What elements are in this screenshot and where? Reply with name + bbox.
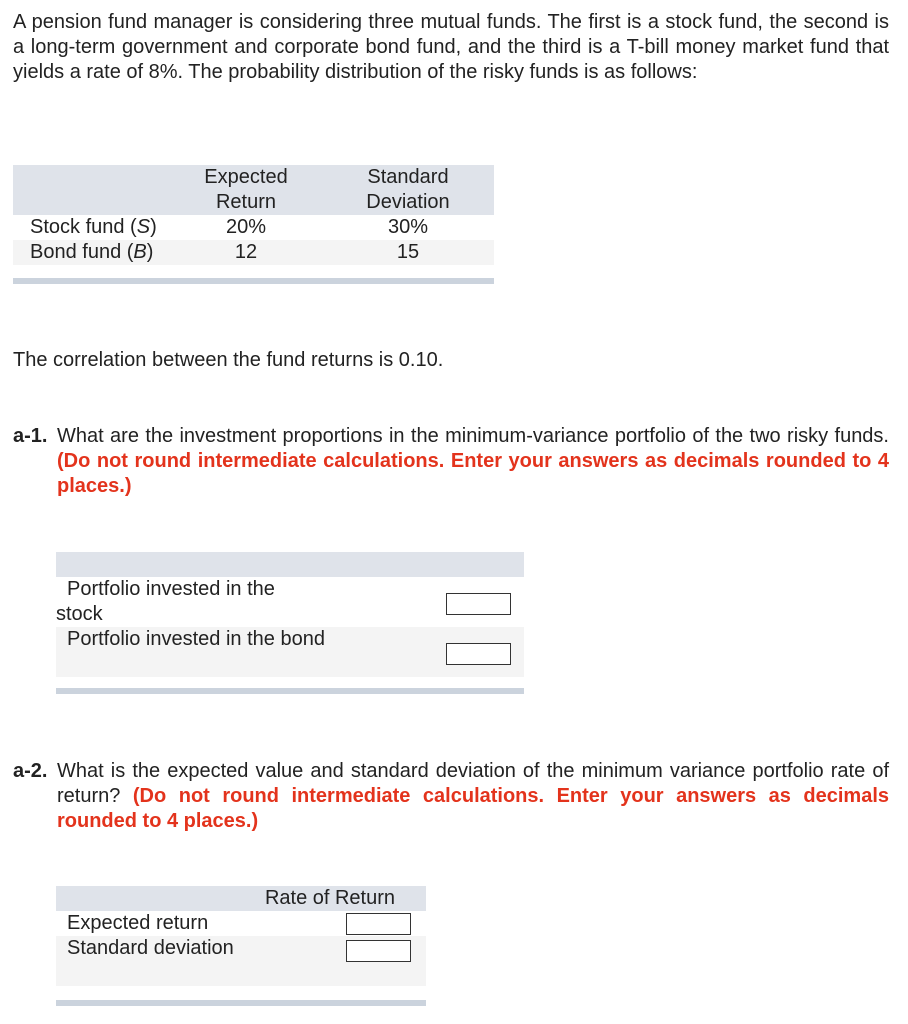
distribution-table <box>13 165 494 284</box>
std-dev-value: 15 <box>396 241 420 263</box>
question-instruction: (Do not round intermediate calculations. Enter your answers as decimals rounded to 4 places.) <box>57 450 889 497</box>
question-a2 <box>13 759 889 834</box>
answer-table-a2 <box>56 886 426 1006</box>
std-dev-input[interactable] <box>346 940 411 962</box>
question-a1 <box>13 424 889 499</box>
bond-proportion-input[interactable] <box>446 643 511 665</box>
table-divider <box>56 688 524 694</box>
row-label: Expected return <box>67 912 209 934</box>
expected-return-value: 12 <box>234 241 258 263</box>
stock-fund-row <box>13 215 494 240</box>
std-dev-value: 30% <box>387 216 429 238</box>
std-dev-header: Standard Deviation <box>366 166 450 213</box>
rate-of-return-header: Rate of Return <box>264 887 396 909</box>
bond-fund-row <box>13 240 494 265</box>
expected-return-input[interactable] <box>346 913 411 935</box>
answer-table-header <box>56 886 426 911</box>
answer-table-header <box>56 552 524 577</box>
problem-intro: A pension fund manager is considering three mutual funds. The first is a stock fund, the second is a long-term government and corporate bond fund, and the third is a T-bill money market fund that yields a rate of 8%. The probability distribution of the risky funds is as follows: <box>13 11 889 83</box>
row-label: Portfolio invested in the stock <box>56 578 275 625</box>
stock-proportion-input[interactable] <box>446 593 511 615</box>
answer-table-a1 <box>56 552 524 694</box>
stock-proportion-row <box>56 577 524 627</box>
question-number: a-2. <box>13 760 48 782</box>
question-number: a-1. <box>13 425 48 447</box>
question-text: What are the investment proportions in the minimum-variance portfolio of the two risky funds. <box>57 425 889 447</box>
row-label: Bond fund (B) <box>30 241 154 263</box>
expected-return-row <box>56 911 426 936</box>
bond-proportion-row <box>56 627 524 677</box>
question-instruction: (Do not round intermediate calculations. Enter your answers as decimals rounded to 4 places.) <box>57 785 889 832</box>
row-label: Standard deviation <box>67 937 234 959</box>
table-divider <box>56 1000 426 1006</box>
table-divider <box>13 278 494 284</box>
correlation-statement: The correlation between the fund returns is 0.10. <box>13 349 444 371</box>
question-text: What is the expected value and standard deviation of the minimum variance portfolio rate of return? <box>57 760 889 807</box>
distribution-header <box>13 165 494 215</box>
std-dev-row <box>56 936 426 986</box>
row-label: Stock fund (S) <box>30 216 157 238</box>
row-label: Portfolio invested in the bond <box>67 628 325 650</box>
expected-return-value: 20% <box>225 216 267 238</box>
expected-return-header: Expected Return <box>204 166 288 213</box>
